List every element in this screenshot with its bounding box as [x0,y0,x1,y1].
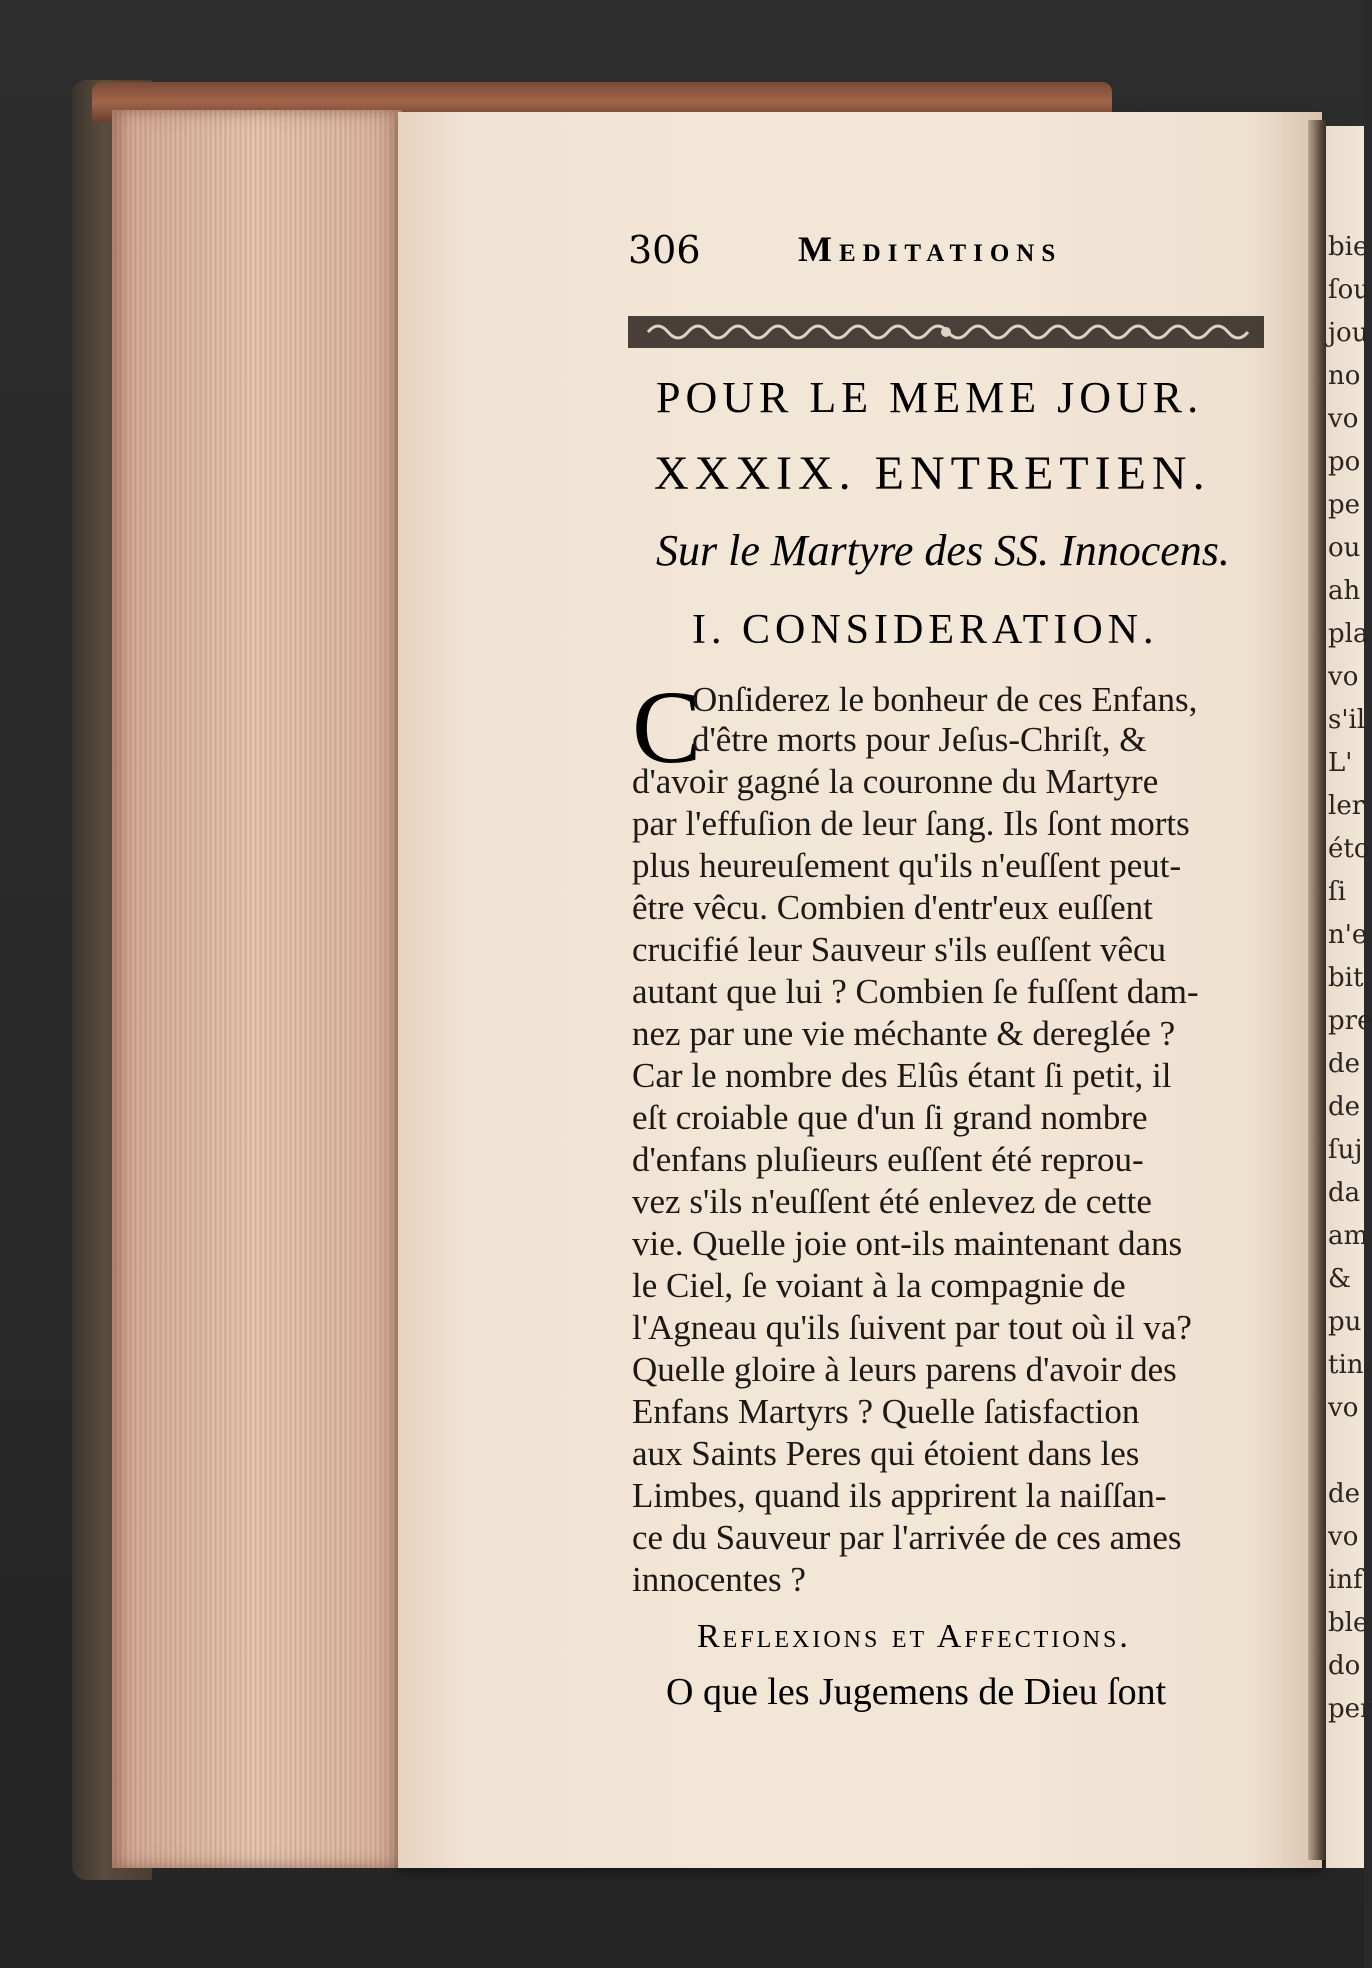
heading-consideration: I. CONSIDERATION. [692,607,1159,653]
next-page-fragment: pe [1328,490,1361,520]
next-page-fragment: éto [1328,834,1370,864]
heading-day: POUR LE MEME JOUR. [656,373,1204,422]
body-line: ce du Sauveur par l'arrivée de ces ames [632,1518,1182,1557]
next-page-fragment: ah [1328,576,1361,606]
page-number: 306 [628,228,701,272]
body-line: plus heureuſement qu'ils n'euſſent peut- [632,846,1182,885]
body-line: Quelle gloire à leurs parens d'avoir des [632,1350,1177,1389]
next-page-fragment: ſuj [1328,1135,1363,1165]
reflexions-first-line: O que les Jugemens de Dieu ſont [666,1671,1167,1713]
next-page-fragment: s'il [1328,705,1366,735]
body-line: autant que lui ? Combien ſe fuſſent dam- [632,972,1199,1011]
reflexions-title: Reflexions et Affections. [697,1618,1131,1655]
body-line: Enfans Martyrs ? Quelle ſatisfaction [632,1392,1140,1431]
next-page-fragment: & [1328,1264,1352,1294]
body-line: le Ciel, ſe voiant à la compagnie de [632,1266,1126,1305]
running-head [628,228,1268,274]
body-line: nez par une vie méchante & dereglée ? [632,1014,1176,1053]
next-page-fragment: per [1328,1694,1372,1724]
heading-entretien: XXXIX. ENTRETIEN. [654,447,1211,500]
page-edges-stack [112,110,402,1868]
ornament-band-icon [628,310,1264,354]
next-page-fragment: jou [1328,318,1369,348]
body-line: d'enfans pluſieurs euſſent été reprou- [632,1140,1144,1179]
heading-subtitle: Sur le Martyre des SS. Innocens. [656,526,1230,575]
next-page-fragment: vo [1328,662,1359,692]
body-line: Car le nombre des Elûs étant ſi petit, il [632,1056,1172,1095]
next-page-fragment: ſou [1328,275,1371,305]
next-page-edge [1326,126,1372,1868]
next-page-fragment: po [1328,447,1361,477]
next-page-fragment: de [1328,1092,1361,1122]
next-page-fragment: ſi [1328,877,1346,907]
next-page-fragment: vo [1328,1393,1359,1423]
next-page-fragment: n'e [1328,920,1368,950]
running-title: Meditations [798,229,1063,269]
drop-cap: C [632,670,702,785]
next-page-fragment: inf [1328,1565,1363,1595]
next-page-fragment: ble [1328,1608,1369,1638]
next-page-fragment: tin [1328,1350,1364,1380]
next-page-fragment: ler [1328,791,1365,821]
body-line: être vêcu. Combien d'entr'eux euſſent [632,888,1153,927]
next-page-fragment: vo [1328,404,1359,434]
next-page-fragment: bit [1328,963,1364,993]
next-page-fragment: de [1328,1479,1361,1509]
next-page-fragment: pu [1328,1307,1362,1337]
body-line: aux Saints Peres qui étoient dans les [632,1434,1140,1473]
next-page-fragment: bie [1328,232,1369,262]
next-page-fragment: no [1328,361,1361,391]
next-page-fragment: pre [1328,1006,1372,1036]
next-page-fragment: pla [1328,619,1369,649]
body-line: l'Agneau qu'ils ſuivent par tout où il va? [632,1308,1192,1347]
next-page-fragment: ou [1328,533,1361,563]
body-line: eſt croiable que d'un ſi grand nombre [632,1098,1148,1137]
body-line: d'avoir gagné la couronne du Martyre [632,762,1159,801]
next-page-fragment: L' [1328,748,1353,778]
next-page-fragment: am [1328,1221,1369,1251]
body-line: vie. Quelle joie ont-ils maintenant dans [632,1224,1183,1263]
next-page-fragment: vo [1328,1522,1359,1552]
body-line: Onſiderez le bonheur de ces Enfans, [692,680,1198,719]
body-line: d'être morts pour Jeſus-Chriſt, & [692,720,1147,759]
body-line: Limbes, quand ils apprirent la naiſſan- [632,1476,1167,1515]
body-line: crucifié leur Sauveur s'ils euſſent vêcu [632,930,1167,969]
book-gutter [1308,120,1326,1860]
next-page-fragment: da [1328,1178,1361,1208]
next-page-fragment: do [1328,1651,1361,1681]
body-line: innocentes ? [632,1560,806,1599]
body-line: par l'effuſion de leur ſang. Ils ſont morts [632,804,1190,843]
body-line: vez s'ils n'euſſent été enlevez de cette [632,1182,1152,1221]
next-page-fragment: de [1328,1049,1361,1079]
